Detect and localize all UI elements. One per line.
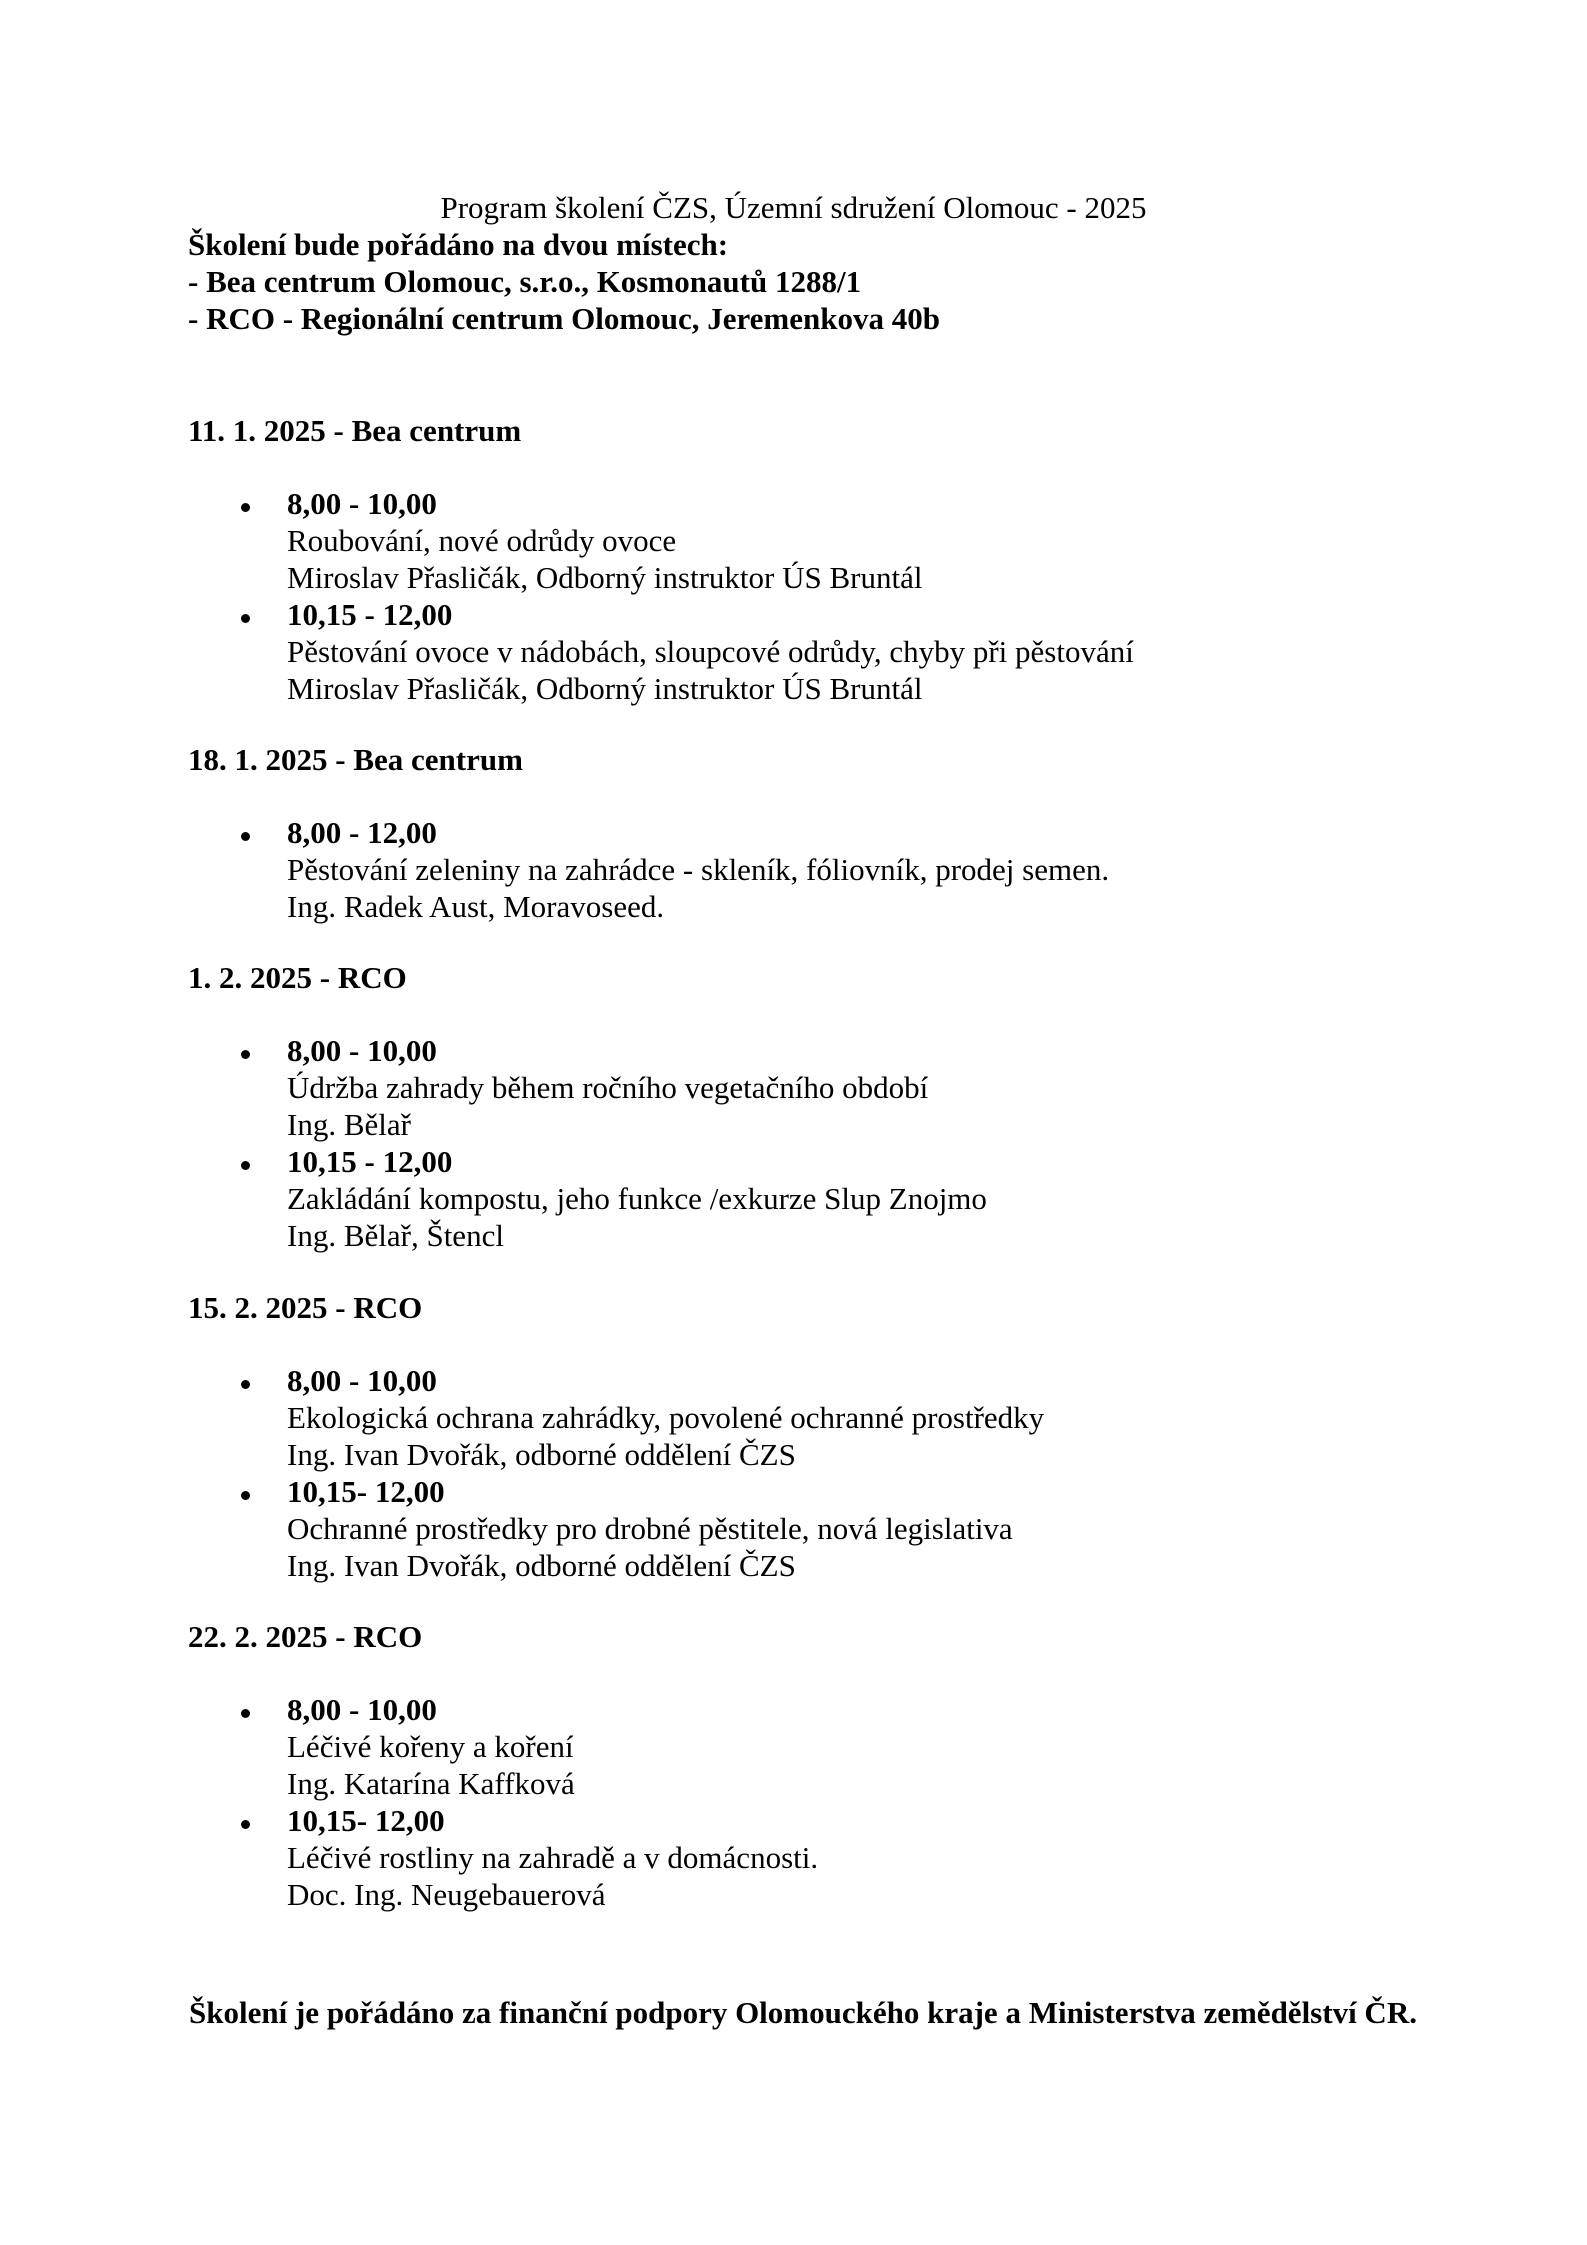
session-item	[188, 1473, 1438, 1584]
item-lecturer: Ing. Bělař	[287, 1107, 411, 1142]
session-title: 11. 1. 2025 - Bea centrum	[188, 413, 522, 448]
bullet-icon	[241, 503, 250, 512]
item-topic: Ochranné prostředky pro drobné pěstitele, nová legislativa	[287, 1511, 1013, 1546]
session-item	[188, 1143, 1438, 1254]
item-lecturer: Ing. Radek Aust, Moravoseed.	[287, 889, 665, 924]
funding-note: Školení je pořádáno za finanční podpory Olomouckého kraje a Ministerstva zemědělství ČR.	[189, 1995, 1417, 2030]
item-time: 8,00 - 10,00	[287, 1692, 437, 1727]
session-items	[188, 485, 1438, 707]
item-topic: Roubování, nové odrůdy ovoce	[287, 523, 677, 558]
item-topic: Ekologická ochrana zahrádky, povolené ochranné prostředky	[287, 1400, 1045, 1435]
document-title: Program školení ČZS, Územní sdružení Olomouc - 2025	[440, 190, 1147, 225]
item-time: 10,15 - 12,00	[287, 597, 453, 632]
item-time: 10,15 - 12,00	[287, 1144, 453, 1179]
item-topic: Údržba zahrady během ročního vegetačního období	[287, 1070, 929, 1105]
bullet-icon	[241, 1380, 250, 1389]
item-topic: Léčivé kořeny a koření	[287, 1729, 574, 1764]
session-title: 18. 1. 2025 - Bea centrum	[188, 742, 523, 777]
item-lecturer: Doc. Ing. Neugebauerová	[287, 1877, 606, 1912]
session-item	[188, 596, 1438, 707]
session-title: 1. 2. 2025 - RCO	[188, 960, 407, 995]
item-time: 8,00 - 10,00	[287, 486, 437, 521]
item-time: 10,15- 12,00	[287, 1474, 445, 1509]
session-items	[188, 1032, 1438, 1254]
item-lecturer: Ing. Katarína Kaffková	[287, 1766, 575, 1801]
item-lecturer: Ing. Ivan Dvořák, odborné oddělení ČZS	[287, 1548, 796, 1583]
item-time: 8,00 - 12,00	[287, 815, 437, 850]
bullet-icon	[241, 1820, 250, 1829]
session-item	[188, 1802, 1438, 1913]
session-item	[188, 814, 1438, 925]
session-items	[188, 814, 1438, 925]
session-items	[188, 1362, 1438, 1584]
location-line: - Bea centrum Olomouc, s.r.o., Kosmonautů 1288/1	[188, 264, 862, 299]
session-block	[188, 740, 1438, 941]
item-topic: Léčivé rostliny na zahradě a v domácnosti.	[287, 1840, 819, 1875]
item-lecturer: Miroslav Přasličák, Odborný instruktor ÚS Bruntál	[287, 560, 923, 595]
intro-heading: Školení bude pořádáno na dvou místech:	[188, 227, 729, 262]
item-topic: Zakládání kompostu, jeho funkce /exkurze Slup Znojmo	[287, 1181, 987, 1216]
location-line: - RCO - Regionální centrum Olomouc, Jeremenkova 40b	[188, 301, 940, 336]
item-time: 10,15- 12,00	[287, 1803, 445, 1838]
item-lecturer: Ing. Ivan Dvořák, odborné oddělení ČZS	[287, 1437, 796, 1472]
bullet-icon	[241, 832, 250, 841]
session-block	[188, 958, 1438, 1270]
item-time: 8,00 - 10,00	[287, 1033, 437, 1068]
session-item	[188, 1691, 1438, 1802]
session-item	[188, 1362, 1438, 1473]
session-block	[188, 1617, 1438, 1929]
session-block	[188, 411, 1438, 723]
session-item	[188, 1032, 1438, 1143]
item-lecturer: Miroslav Přasličák, Odborný instruktor ÚS Bruntál	[287, 671, 923, 706]
bullet-icon	[241, 1161, 250, 1170]
session-title: 15. 2. 2025 - RCO	[188, 1290, 423, 1325]
bullet-icon	[241, 1491, 250, 1500]
session-block	[188, 1288, 1438, 1600]
item-lecturer: Ing. Bělař, Štencl	[287, 1218, 504, 1253]
bullet-icon	[241, 614, 250, 623]
item-topic: Pěstování ovoce v nádobách, sloupcové odrůdy, chyby při pěstování	[287, 634, 1134, 669]
item-topic: Pěstování zeleniny na zahrádce - skleník, fóliovník, prodej semen.	[287, 852, 1110, 887]
bullet-icon	[241, 1709, 250, 1718]
session-title: 22. 2. 2025 - RCO	[188, 1619, 423, 1654]
session-item	[188, 485, 1438, 596]
intro-block	[188, 226, 940, 337]
item-time: 8,00 - 10,00	[287, 1363, 437, 1398]
bullet-icon	[241, 1050, 250, 1059]
session-items	[188, 1691, 1438, 1913]
